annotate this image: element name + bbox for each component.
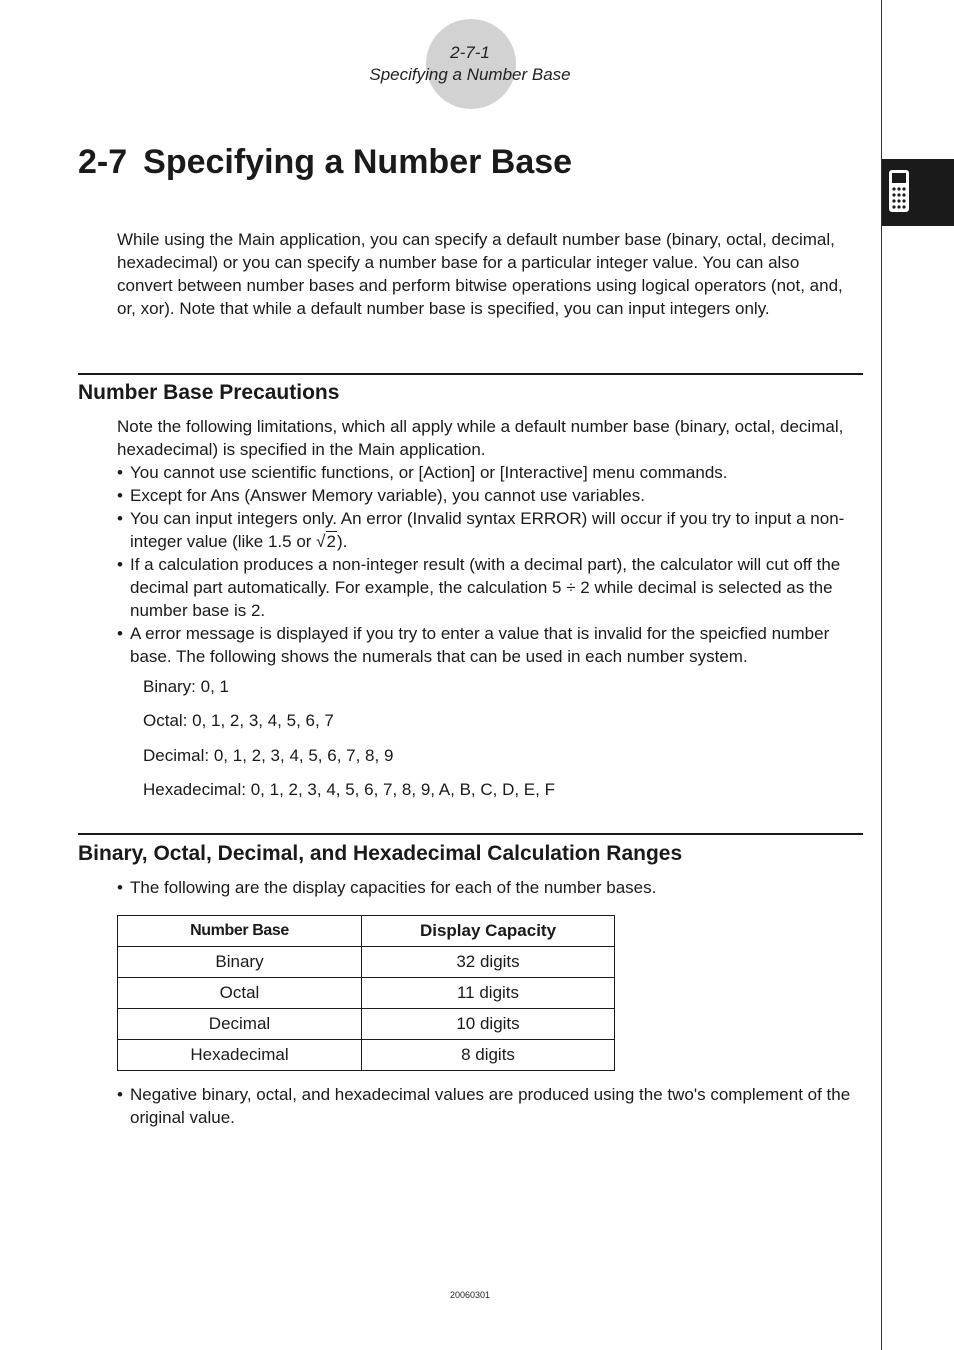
calculator-icon: [888, 169, 910, 213]
numerals-hexadecimal: Hexadecimal: 0, 1, 2, 3, 4, 5, 6, 7, 8, 9, A, B, C, D, E, F: [143, 780, 555, 799]
column-header: Number Base: [118, 916, 362, 947]
table-row: [118, 1040, 615, 1071]
table-cell: 11 digits: [362, 978, 615, 1009]
table-cell: Binary: [118, 947, 362, 978]
page-number: 2-7-1: [450, 43, 490, 62]
table-cell: 32 digits: [362, 947, 615, 978]
numerals-binary: Binary: 0, 1: [143, 677, 229, 696]
table-row: [118, 947, 615, 978]
page-title: [78, 143, 572, 182]
list-item: • You cannot use scientific functions, or [Action] or [Interactive] menu commands.: [117, 461, 862, 484]
sqrt-radicand: 2: [326, 532, 336, 551]
header-circle: [426, 19, 516, 109]
footer-code: 20060301: [449, 1290, 491, 1300]
precautions-intro: Note the following limitations, which all apply while a default number base (binary, octal, decimal, hexadecimal) is specified in the Main application.: [117, 417, 844, 459]
table-header-row: [118, 916, 615, 947]
section-title: Specifying a Number Base: [143, 143, 573, 181]
section-divider: [78, 833, 863, 835]
intro-paragraph: While using the Main application, you can specify a default number base (binary, octal, decimal, hexadecimal) or you can specify a number base for a particular integer value. You can also convert between number bases and perform bitwise operations using logical operators (not, and, or, xor). Note that while a default number base is specified, you can input integers only.: [117, 230, 843, 318]
list-item: • Negative binary, octal, and hexadecimal values are produced using the two's complement of the original value.: [117, 1083, 862, 1129]
precautions-heading: Number Base Precautions: [78, 381, 340, 404]
table-cell: 10 digits: [362, 1009, 615, 1040]
chapter-side-tab: [882, 159, 954, 226]
running-title: Specifying a Number Base: [369, 65, 571, 84]
ranges-heading: Binary, Octal, Decimal, and Hexadecimal Calculation Ranges: [78, 842, 683, 865]
list-item: • If a calculation produces a non-integer result (with a decimal part), the calculator will cut off the decimal part automatically. For example, the calculation 5 ÷ 2 while decimal is selected as the number base is 2.: [117, 553, 862, 622]
column-header: Display Capacity: [362, 916, 615, 947]
display-capacity-table: [117, 915, 615, 1071]
table-cell: Hexadecimal: [118, 1040, 362, 1071]
section-divider: [78, 373, 863, 375]
numerals-octal: Octal: 0, 1, 2, 3, 4, 5, 6, 7: [143, 711, 334, 730]
ranges-intro-list: [117, 876, 862, 899]
table-cell: Octal: [118, 978, 362, 1009]
square-root: [316, 530, 337, 553]
precautions-list: [117, 461, 862, 668]
integer-text: You can input integers only. An error (Invalid syntax ERROR) will occur if you try to input a non-integer value (like 1.5 or: [130, 509, 845, 551]
table-cell: Decimal: [118, 1009, 362, 1040]
integer-text-end: ).: [336, 532, 348, 551]
section-number: 2-7: [78, 143, 128, 181]
numerals-decimal: Decimal: 0, 1, 2, 3, 4, 5, 6, 7, 8, 9: [143, 746, 394, 765]
table-row: [118, 1009, 615, 1040]
list-item: • Except for Ans (Answer Memory variable), you cannot use variables.: [117, 484, 862, 507]
table-row: [118, 978, 615, 1009]
sqrt-symbol: √: [316, 532, 326, 551]
ranges-note-list: [117, 1083, 862, 1129]
list-item: • The following are the display capacities for each of the number bases.: [117, 876, 862, 899]
list-item: • A error message is displayed if you try to enter a value that is invalid for the speicfied number base. The following shows the numerals that can be used in each number system.: [117, 622, 862, 668]
table-cell: 8 digits: [362, 1040, 615, 1071]
list-item: [117, 507, 862, 553]
